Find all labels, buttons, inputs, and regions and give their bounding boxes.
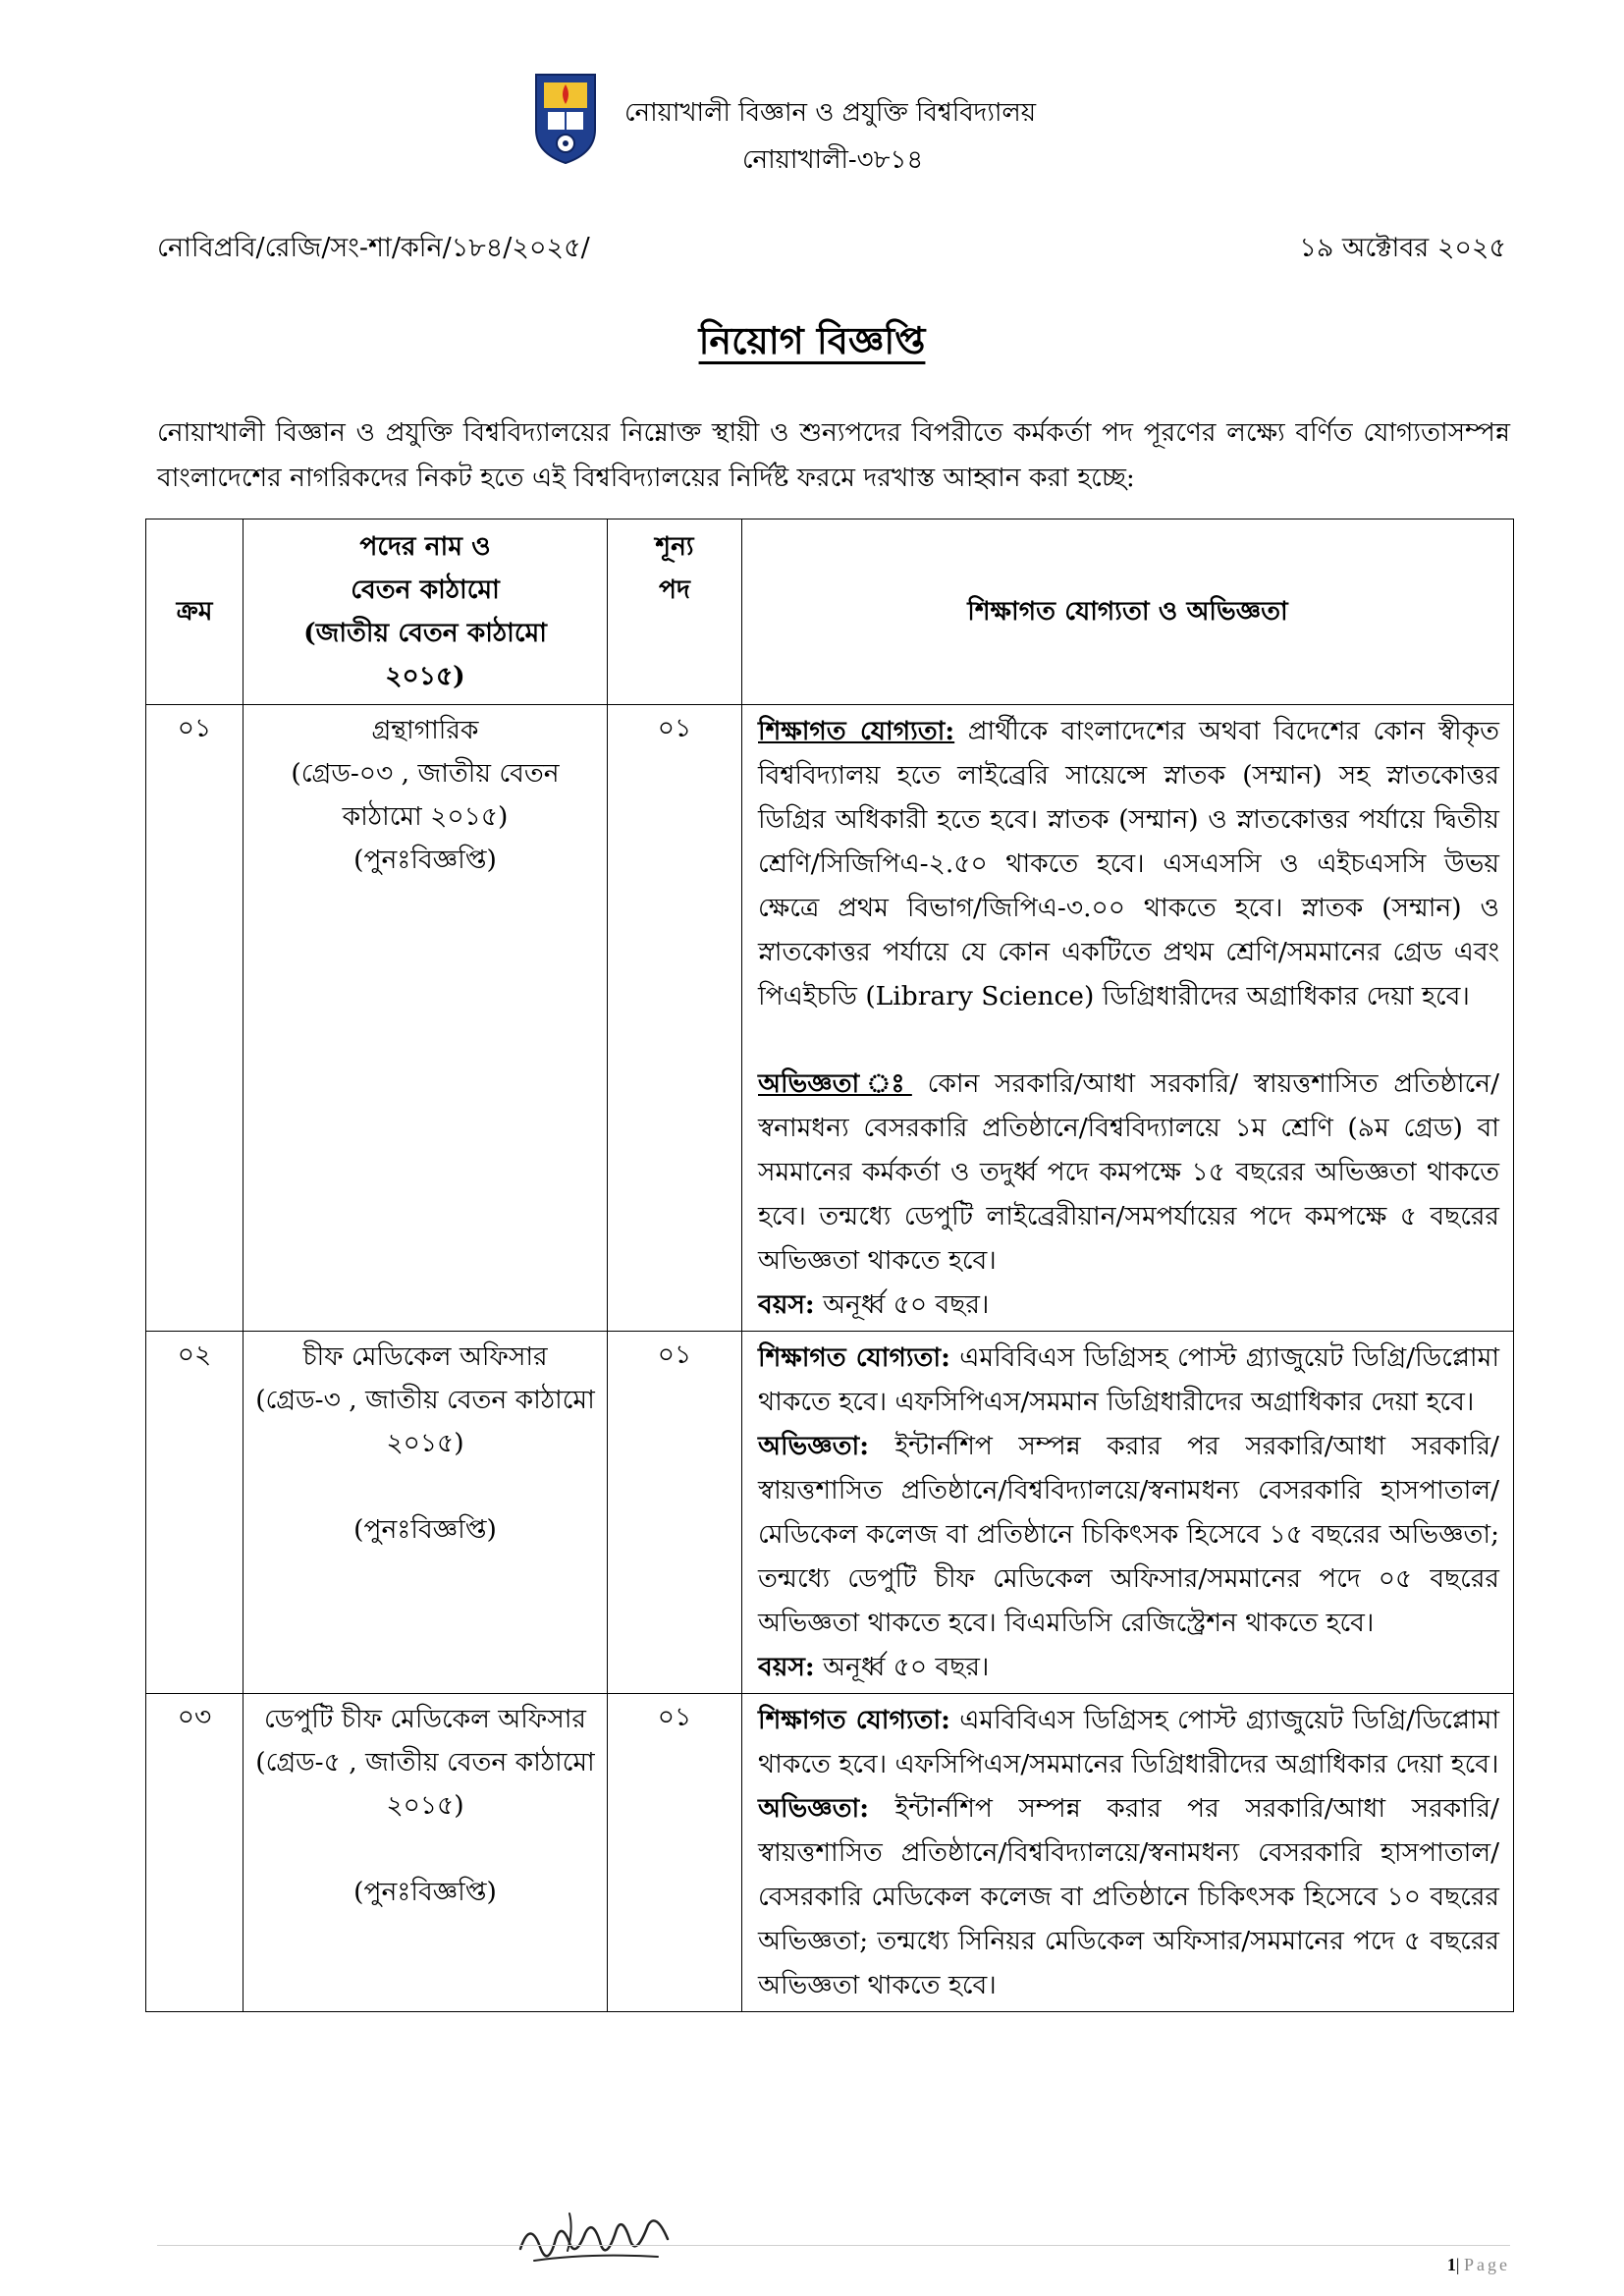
experience-text: ইন্টার্নশিপ সম্পন্ন করার পর সরকারি/আধা সরকারি/স্বায়ত্তশাসিত প্রতিষ্ঠানে/বিশ্ববিদ্যালয়ে/স্বনামধন্য বেসরকারি হাসপাতাল/মেডিকেল কলেজ বা প্রতিষ্ঠানে চিকিৎসক হিসেবে ১৫ বছরের অভিজ্ঞতা; তন্মধ্যে ডেপুটি চীফ মেডিকেল অফিসার/সমমানের পদে ০৫ বছরের অভিজ্ঞতা থাকতে হবে। বিএমডিসি রেজিস্ট্রেশন থাকতে হবে। (758, 1431, 1499, 1638)
row-serial: ০১ (146, 705, 244, 1332)
education-label: শিক্ষাগত যোগ্যতা: (758, 716, 955, 746)
age-requirement (758, 1283, 1499, 1327)
education-text: এমবিবিএস ডিগ্রিসহ পোস্ট গ্র্যাজুয়েট ডিগ্রি/ডিপ্লোমা থাকতে হবে। এফসিপিএস/সমমান ডিগ্রিধারীদের অগ্রাধিকার দেয়া হবে। (758, 1342, 1500, 1417)
row-requirements (742, 1694, 1514, 2012)
post-note: (পুনঃবিজ্ঞপ্তি) (353, 1514, 497, 1545)
post-grade: (গ্রেড-৩ , জাতীয় বেতন কাঠামো ২০১৫) (255, 1385, 595, 1458)
page-title (0, 312, 1624, 375)
row-post (244, 1694, 608, 2012)
experience-label: অভিজ্ঞতা ঃ (758, 1068, 912, 1099)
header-post-line: পদের নাম ও (359, 531, 491, 562)
memo-reference: নোবিপ্রবি/রেজি/সং-শা/কনি/১৮৪/২০২৫/ (157, 233, 590, 263)
post-note: (পুনঃবিজ্ঞপ্তি) (353, 845, 497, 875)
table-row (146, 1332, 1514, 1694)
handwritten-signature-icon (511, 2200, 687, 2278)
vacancy-table (145, 519, 1514, 2012)
header-vacancy-line: শূন্য (655, 531, 694, 562)
post-note: (পুনঃবিজ্ঞপ্তি) (353, 1877, 497, 1907)
table-header-row (146, 519, 1514, 705)
row-requirements (742, 1332, 1514, 1694)
experience-requirement (758, 1786, 1499, 2007)
university-name: নোয়াখালী বিজ্ঞান ও প্রযুক্তি বিশ্ববিদ্যালয় (624, 98, 1037, 128)
experience-requirement (758, 1062, 1499, 1283)
experience-label: অভিজ্ঞতা: (758, 1793, 869, 1824)
age-text: অনূর্ধ্ব ৫০ বছর। (814, 1652, 990, 1682)
header-post-line: বেতন কাঠামো (351, 574, 500, 605)
memo-date: ১৯ অক্টোবর ২০২৫ (1299, 233, 1506, 263)
header-post-line: ২০১৫) (385, 661, 465, 691)
experience-label: অভিজ্ঞতা: (758, 1431, 869, 1461)
university-crest-icon (530, 69, 601, 167)
post-grade: (গ্রেড-০৩ , জাতীয় বেতন কাঠামো ২০১৫) (291, 758, 560, 832)
letterhead (530, 69, 1218, 177)
age-label: বয়স: (758, 1289, 815, 1320)
page-number-separator: | (1455, 2255, 1460, 2274)
post-name: ডেপুটি চীফ মেডিকেল অফিসার (264, 1704, 586, 1734)
education-text: এমবিবিএস ডিগ্রিসহ পোস্ট গ্র্যাজুয়েট ডিগ্রি/ডিপ্লোমা থাকতে হবে। এফসিপিএস/সমমানের ডিগ্রিধারীদের অগ্রাধিকার দেয়া হবে। (758, 1705, 1500, 1779)
experience-requirement (758, 1424, 1499, 1645)
post-name: চীফ মেডিকেল অফিসার (302, 1341, 548, 1372)
experience-text: কোন সরকারি/আধা সরকারি/ স্বায়ত্তশাসিত প্রতিষ্ঠানে/স্বনামধন্য বেসরকারি প্রতিষ্ঠানে/বিশ্ববিদ্যালয়ে ১ম শ্রেণি (৯ম গ্রেড) বা সমমানের কর্মকর্তা ও তদুর্ধ্ব পদে কমপক্ষে ১৫ বছরের অভিজ্ঞতা থাকতে হবে। তন্মধ্যে ডেপুটি লাইব্রেরীয়ান/সমপর্যায়ের পদে কমপক্ষে ৫ বছরের অভিজ্ঞতা থাকতে হবে। (758, 1068, 1499, 1276)
intro-paragraph: নোয়াখালী বিজ্ঞান ও প্রযুক্তি বিশ্ববিদ্যালয়ের নিম্নোক্ত স্থায়ী ও শুন্যপদের বিপরীতে কর্মকর্তা পদ পূরণের লক্ষ্যে বর্ণিত যোগ্যতাসম্পন্ন বাংলাদেশের নাগরিকদের নিকট হতে এই বিশ্ববিদ্যালয়ের নির্দিষ্ট ফরমে দরখাস্ত আহ্বান করা হচ্ছে: (157, 417, 1510, 493)
education-requirement (758, 709, 1499, 1018)
education-text: প্রার্থীকে বাংলাদেশের অথবা বিদেশের কোন স্বীকৃত বিশ্ববিদ্যালয় হতে লাইব্রেরি সায়েন্সে স্নাতক (সম্মান) সহ স্নাতকোত্তর ডিগ্রির অধিকারী হতে হবে। স্নাতক (সম্মান) ও স্নাতকোত্তর পর্যায়ে দ্বিতীয় শ্রেণি/সিজিপিএ-২.৫০ থাকতে হবে। এসএসসি ও এইচএসসি উভয় ক্ষেত্রে প্রথম বিভাগ/জিপিএ-৩.০০ থাকতে হবে। স্নাতক (সম্মান) ও স্নাতকোত্তর পর্যায়ে যে কোন একটিতে প্রথম শ্রেণি/সমমানের গ্রেড এবং পিএইচডি (Library Science) ডিগ্রিধারীদের অগ্রাধিকার দেয়া হবে। (758, 716, 1499, 1011)
row-serial: ০২ (146, 1332, 244, 1694)
row-vacancy: ০১ (608, 1332, 742, 1694)
row-vacancy: ০১ (608, 705, 742, 1332)
header-requirements: শিক্ষাগত যোগ্যতা ও অভিজ্ঞতা (742, 519, 1514, 705)
page-number-value: 1 (1446, 2255, 1456, 2274)
page-word: Page (1464, 2255, 1510, 2274)
table-row (146, 1694, 1514, 2012)
page-title-text: নিয়োগ বিজ্ঞপ্তি (698, 318, 926, 362)
row-post (244, 1332, 608, 1694)
header-post-line: (জাতীয় বেতন কাঠামো (303, 618, 547, 648)
row-vacancy: ০১ (608, 1694, 742, 2012)
post-name: গ্রন্থাগারিক (371, 715, 479, 745)
education-label: শিক্ষাগত যোগ্যতা: (758, 1705, 950, 1735)
page-number (1447, 2255, 1510, 2275)
age-label: বয়স: (758, 1652, 815, 1682)
education-requirement (758, 1698, 1499, 1786)
table-row (146, 705, 1514, 1332)
row-requirements (742, 705, 1514, 1332)
header-post (244, 519, 608, 705)
university-address: নোয়াখালী-৩৮১৪ (742, 145, 924, 175)
experience-text: ইন্টার্নশিপ সম্পন্ন করার পর সরকারি/আধা সরকারি/স্বায়ত্তশাসিত প্রতিষ্ঠানে/বিশ্ববিদ্যালয়ে/স্বনামধন্য বেসরকারি হাসপাতাল/বেসরকারি মেডিকেল কলেজ বা প্রতিষ্ঠানে চিকিৎসক হিসেবে ১০ বছরের অভিজ্ঞতা; তন্মধ্যে সিনিয়র মেডিকেল অফিসার/সমমানের পদে ৫ বছরের অভিজ্ঞতা থাকতে হবে। (758, 1793, 1499, 2000)
education-requirement (758, 1336, 1499, 1424)
footer-divider (157, 2245, 1510, 2246)
row-serial: ০৩ (146, 1694, 244, 2012)
header-vacancy-line: পদ (659, 574, 690, 605)
education-label: শিক্ষাগত যোগ্যতা: (758, 1342, 950, 1373)
post-grade: (গ্রেড-৫ , জাতীয় বেতন কাঠামো ২০১৫) (255, 1747, 595, 1821)
header-vacancy (608, 519, 742, 705)
age-text: অনূর্ধ্ব ৫০ বছর। (814, 1289, 990, 1320)
row-post (244, 705, 608, 1332)
header-serial: ক্রম (146, 519, 244, 705)
age-requirement (758, 1645, 1499, 1689)
